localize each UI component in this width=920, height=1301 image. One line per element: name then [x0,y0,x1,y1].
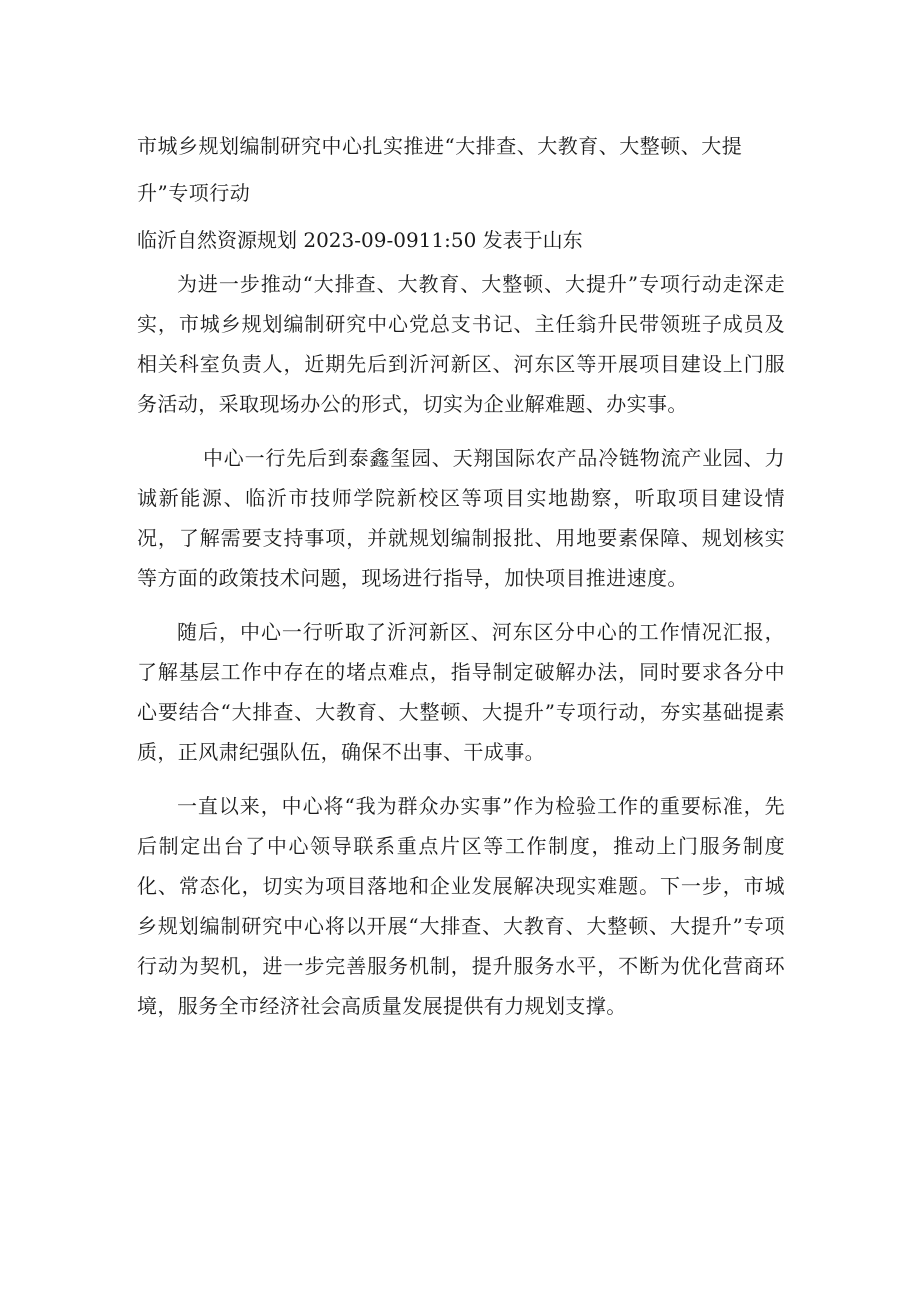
paragraph-4: 一直以来，中心将“我为群众办实事”作为检验工作的重要标准，先后制定出台了中心领导联系重点片区等工作制度，推动上门服务制度化、常态化，切实为项目落地和企业发展解决现实难题。下一步，市城乡规划编制研究中心将以开展“大排查、大教育、大整顿、大提升”专项行动为契机，进一步完善服务机制，提升服务水平，不断为优化营商环境，服务全市经济社会高质量发展提供有力规划支撑。 [137,794,785,1018]
article-meta: 临沂自然资源规划 2023-09-0911:50 发表于山东 [137,228,583,252]
article-title: 市城乡规划编制研究中心扎实推进“大排查、大教育、大整顿、大提升”专项行动 [137,134,743,205]
paragraph-1: 为进一步推动“大排查、大教育、大整顿、大提升”专项行动走深走实，市城乡规划编制研究中心党总支书记、主任翁升民带领班子成员及相关科室负责人，近期先后到沂河新区、河东区等开展项目建设上门服务活动，采取现场办公的形式，切实为企业解难题、办实事。 [137,272,785,416]
paragraph-2: 中心一行先后到泰鑫玺园、天翔国际农产品冷链物流产业园、力诚新能源、临沂市技师学院新校区等项目实地勘察，听取项目建设情况，了解需要支持事项，并就规划编制报批、用地要素保障、规划核实等方面的政策技术问题，现场进行指导，加快项目推进速度。 [137,446,785,590]
article-body [137,264,785,1026]
paragraph-3: 随后，中心一行听取了沂河新区、河东区分中心的工作情况汇报，了解基层工作中存在的堵点难点，指导制定破解办法，同时要求各分中心要结合“大排查、大教育、大整顿、大提升”专项行动，夯实基础提素质，正风肃纪强队伍，确保不出事、干成事。 [137,620,785,764]
